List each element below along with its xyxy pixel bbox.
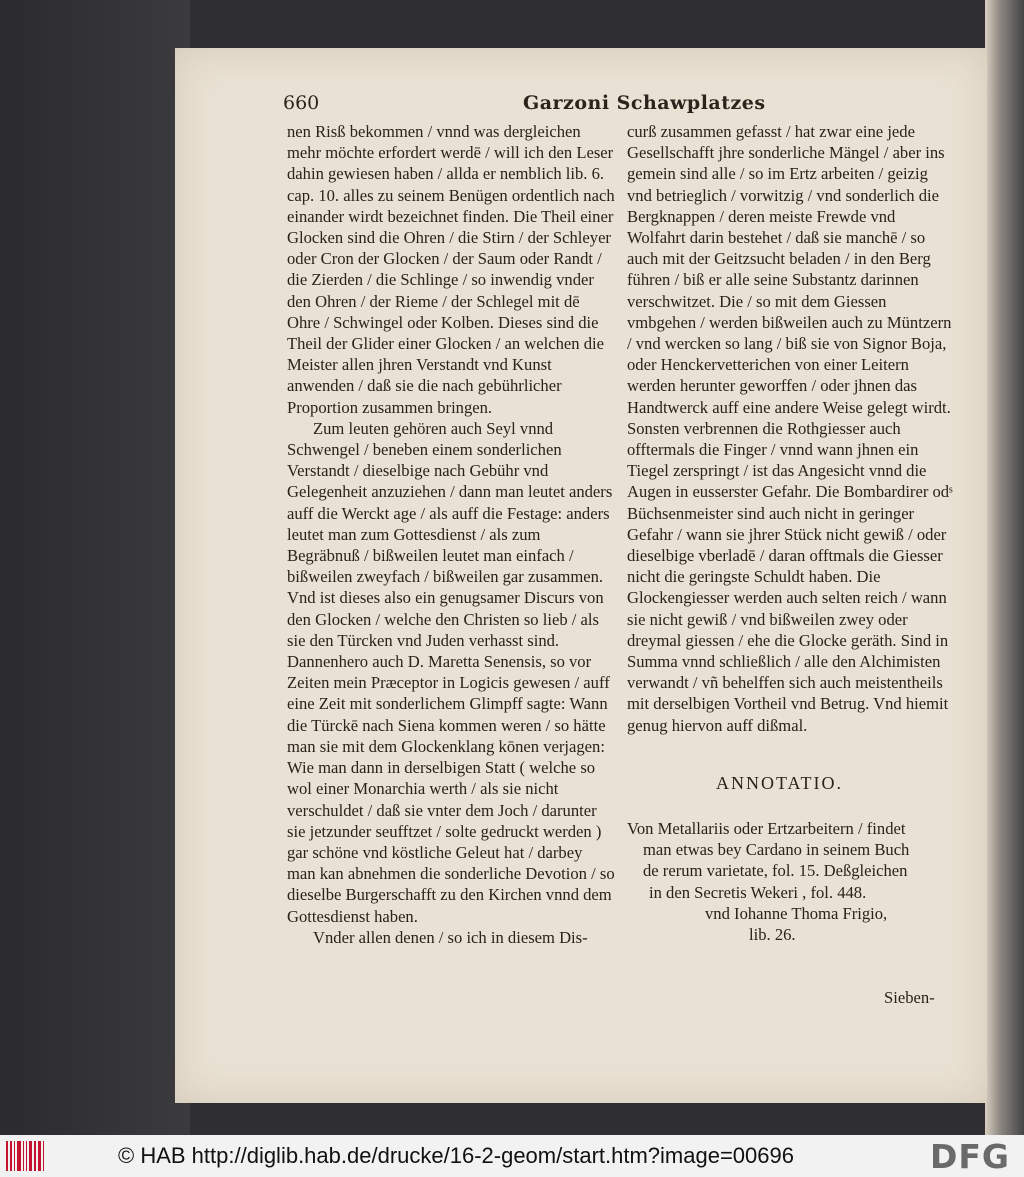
left-paragraph-1: nen Risß bekommen / vnnd was dergleichen mehr möchte erfordert werdē / will ich den Leser dahin gewiesen haben / allda er nemblich lib. 6. cap. 10. alles zu seinem Benügen ordentlich nach einander wirdt bezeichnet finden. Die Theil einer Glocken sind die Ohren / die Stirn / der Schleyer oder Cron der Glocken / der Saum oder Randt / die Zierden / die Schlinge / so inwendig vnder den Ohren / der Rieme / der Schlegel mit dē Ohre / Schwingel oder Kolben. Dieses sind die Theil der Glider einer Glocken / an welchen die Meister allen jhren Verstandt vnd Kunst anwenden / daß sie die nach gebührlicher Proportion zusammen bringen.: [287, 122, 615, 417]
running-title: Garzoni Schawplatzes: [523, 92, 766, 114]
annotation-line: in den Secretis Wekeri , fol. 448.: [649, 882, 867, 902]
viewer-footer: [0, 1135, 1024, 1177]
left-paragraph-3: Vnder allen denen / so ich in diesem Dis-: [313, 927, 588, 947]
annotation-line: lib. 26.: [749, 925, 796, 945]
book-edge: [985, 0, 1024, 1135]
annotation-line: man etwas bey Cardano in seinem Buch: [643, 840, 910, 860]
annotation-line: vnd Iohanne Thoma Frigio,: [705, 903, 888, 923]
annotation-line: Von Metallariis oder Ertzarbeitern / findet: [627, 819, 906, 838]
page-number: 660: [283, 92, 320, 114]
left-column: [287, 121, 615, 948]
left-paragraph-2: Zum leuten gehören auch Seyl vnnd Schwengel / beneben einem sonderlichen Verstandt / dieselbige nach Gebühr vnd Gelegenheit anzuziehen / dann man leutet anders auff die Werckt age / als auff die Festage: anders leutet man zum Gottesdienst / als zum Begräbnuß / bißweilen leutet man einfach / bißweilen zweyfach / bißweilen gar zusammen. Vnd ist dieses also ein genugsamer Discurs von den Glocken / welche den Christen so lieb / als sie den Türcken vnd Juden verhasst sind. Dannenhero auch D. Maretta Senensis, so vor Zeiten mein Præceptor in Logicis gewesen / auff eine Zeit mit sonderlichem Glimpff sagte: Wann die Türckē nach Siena kommen weren / so hätte man sie mit dem Glockenklang kōnen verjagen: Wie man dann in derselbigen Statt ( welche so wol einer Monarchia werth / als sie nicht verschuldet / daß sie vnter dem Joch / darunter sie jetzunder seufftzet / solte gedruckt werden ) gar schöne vnd köstliche Geleut hat / darbey man kan abnehmen die sonderliche Devotion / so dieselbe Burgerschafft zu den Kirchen vnnd dem Gottesdienst haben.: [287, 418, 615, 926]
right-column: [627, 121, 955, 736]
copyright-url[interactable]: © HAB http://diglib.hab.de/drucke/16-2-geom/start.htm?image=00696: [118, 1143, 794, 1168]
annotatio-heading: ANNOTATIO.: [716, 773, 844, 793]
annotation-block: [627, 818, 955, 945]
dfg-logo: DFG: [930, 1137, 1011, 1176]
annotation-line: de rerum varietate, fol. 15. Deßgleichen: [643, 861, 908, 881]
scan-left-shadow: [0, 0, 190, 1135]
hab-barcode-icon: [6, 1141, 44, 1171]
right-paragraph-1: curß zusammen gefasst / hat zwar eine jede Gesellschafft jhre sonderliche Mängel / aber ins gemein sind alle / so im Ertz arbeiten / geizig vnd betrieglich / vorwitzig / vnd sonderlich die Bergknappen / deren meiste Frewde vnd Wolfahrt darin bestehet / daß sie manchē / so auch mit der Geitzsucht beladen / in den Berg führen / biß er alle seine Substantz darinnen verschwitzet. Die / so mit dem Giessen vmbgehen / werden bißweilen auch zu Müntzern / vnd wercken so lang / biß sie von Signor Boja, oder Henckervetterichen von einer Leitern werden herunter geworffen / oder jhnen das Handtwerck auff eine andere Weise gelegt wirdt. Sonsten verbrennen die Rothgiesser auch offtermals die Finger / vnnd wann jhnen ein Tiegel zerspringt / ist das Angesicht vnnd die Augen in eusserster Gefahr. Die Bombardirer odˢ Büchsenmeister sind auch nicht in geringer Gefahr / wann sie jhrer Stück nicht gewiß / oder dieselbige vberladē / daran offtmals die Giesser nicht die geringste Schuldt haben. Die Glockengiesser werden auch selten reich / wann sie nicht gewiß / vnd bißweilen zwey oder dreymal giessen / ehe die Glocke geräth. Sind in Summa vnnd schließlich / alle den Alchimisten verwandt / vñ behelffen sich auch meistentheils mit derselbigen Vortheil vnd Betrug. Vnd hiemit genug hiervon auff dißmal.: [627, 122, 953, 735]
catchword: Sieben-: [884, 988, 935, 1007]
running-head: [283, 92, 943, 120]
